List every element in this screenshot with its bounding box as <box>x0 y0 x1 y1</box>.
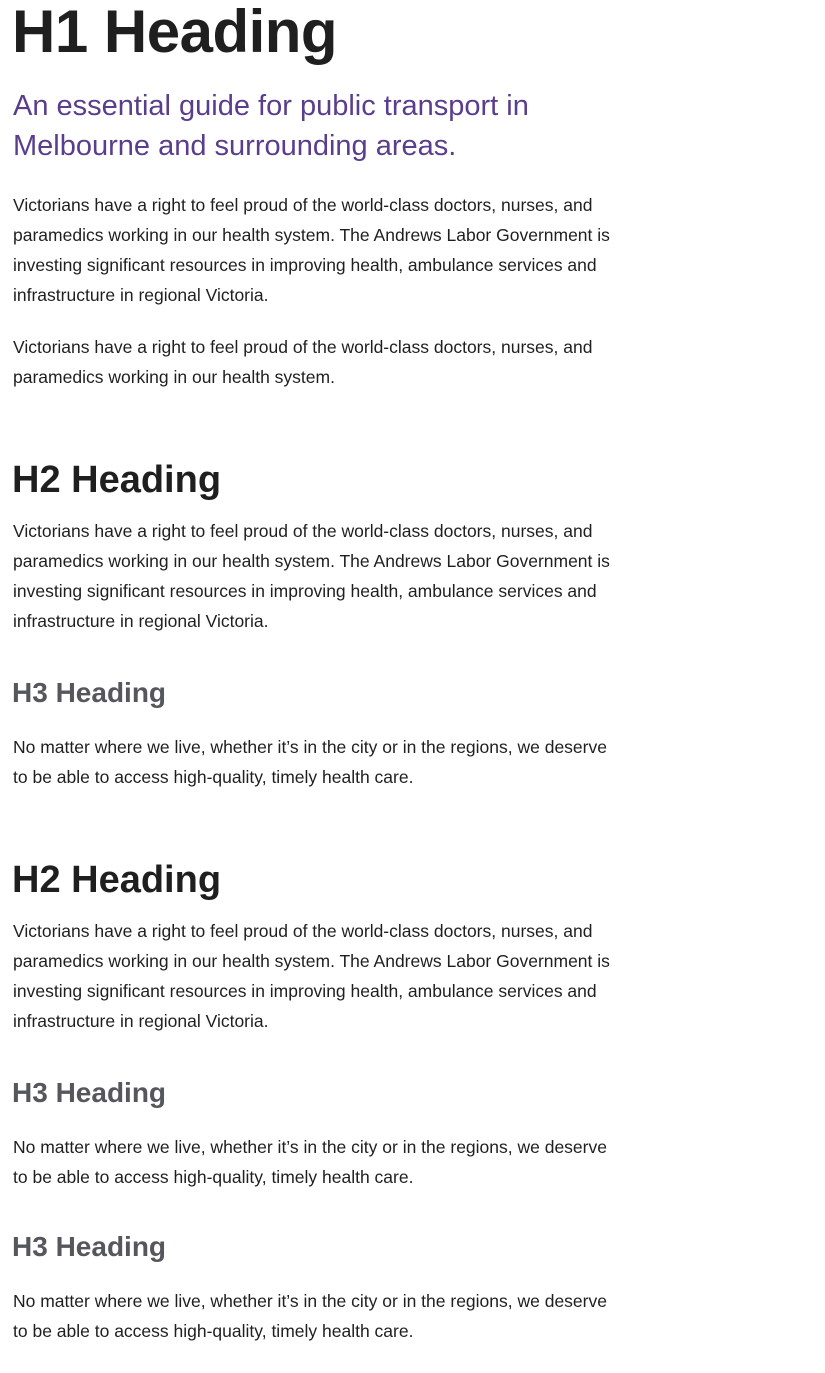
section-1-subparagraph: No matter where we live, whether it’s in the city or in the regions, we deserve to be able to access high-quality, timely health care. <box>13 737 607 787</box>
h2-heading-1: H2 Heading <box>12 459 222 501</box>
body-paragraph-2: Victorians have a right to feel proud of the world-class doctors, nurses, and paramedics working in our health system. <box>13 337 593 387</box>
section-2-subparagraph-2: No matter where we live, whether it’s in the city or in the regions, we deserve to be able to access high-quality, timely health care. <box>13 1291 607 1341</box>
h3-heading-3: H3 Heading <box>12 1231 167 1262</box>
h2-heading-2: H2 Heading <box>12 859 222 901</box>
section-2 <box>12 858 825 1346</box>
h3-heading-1: H3 Heading <box>12 677 167 708</box>
section-1-paragraph: Victorians have a right to feel proud of the world-class doctors, nurses, and paramedics working in our health system. The Andrews Labor Government is investing significant resources in improving health, ambulance services and infrastructure in regional Victoria. <box>13 521 610 631</box>
h1-heading: H1 Heading <box>12 0 338 65</box>
section-2-paragraph: Victorians have a right to feel proud of the world-class doctors, nurses, and paramedics working in our health system. The Andrews Labor Government is investing significant resources in improving health, ambulance services and infrastructure in regional Victoria. <box>13 921 610 1031</box>
body-paragraph-1: Victorians have a right to feel proud of the world-class doctors, nurses, and paramedics working in our health system. The Andrews Labor Government is investing significant resources in improving health, ambulance services and infrastructure in regional Victoria. <box>13 195 610 305</box>
section-1 <box>12 458 825 792</box>
intro-text: An essential guide for public transport in Melbourne and surrounding areas. <box>13 90 529 162</box>
section-2-subparagraph-1: No matter where we live, whether it’s in the city or in the regions, we deserve to be able to access high-quality, timely health care. <box>13 1137 607 1187</box>
h3-heading-2: H3 Heading <box>12 1077 167 1108</box>
